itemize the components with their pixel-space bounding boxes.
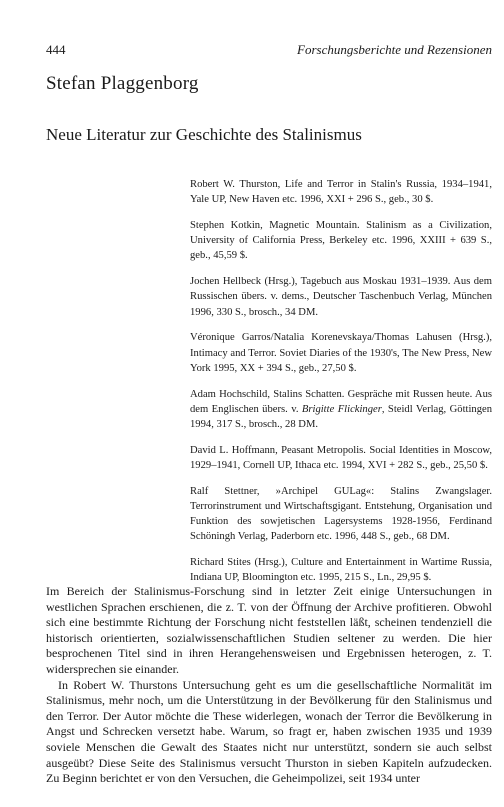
bibliography-entry: Richard Stites (Hrsg.), Culture and Entertainment in Wartime Russia, Indiana UP, Bloomington etc. 1995, 215 S., Ln., 29,95 $.: [190, 557, 492, 584]
body-paragraph: Im Bereich der Stalinismus-Forschung sind in letzter Zeit einige Untersuchungen in westlichen Sprachen erschienen, die z. T. von der Öffnung der Archive profitieren. Obwohl sich eine bestimmte Richtung der Forschung nicht feststellen läßt, scheinen tendenziell die historisch orientierten, sozialwissenschaftlichen Studien seltener zu werden. Die hier besprochenen Titel sind in ihren Herangehensweisen und Ergebnissen heterogen, z. T. widersprechen sie einander.: [46, 584, 492, 676]
article-author: Stefan Plaggenborg: [46, 73, 199, 94]
bibliography-entry: [190, 387, 492, 433]
section-title: Forschungsberichte und Rezensionen: [297, 42, 492, 57]
bibliography-entry: David L. Hoffmann, Peasant Metropolis. Social Identities in Moscow, 1929–1941, Cornell UP, Ithaca etc. 1994, XVI + 282 S., geb., 25,50 $.: [190, 444, 492, 472]
bibliography-entry: Stephen Kotkin, Magnetic Mountain. Stalinism as a Civilization, University of California Press, Berkeley etc. 1996, XXIII + 639 S., geb., 45,59 $.: [190, 220, 492, 262]
bibliography-entry: Ralf Stettner, »Archipel GULag«: Stalins Zwangslager. Terrorinstrument und Wirtschaftsgigant. Entstehung, Organisation und Funktion des sowjetischen Lagersystems 1928-1956, Ferdinand Schöningh Verlag, Paderborn etc. 1996, 448 S., geb., 68 DM.: [190, 485, 492, 543]
page-number: 444: [46, 42, 66, 57]
article-body: [46, 584, 492, 787]
body-paragraph: In Robert W. Thurstons Untersuchung geht es um die gesellschaftliche Normalität im Stalinismus, mehr noch, um die Unterstützung in der Bevölkerung für den Stalinismus und den Terror. Der Autor möchte die These widerlegen, wonach der Terror die Bevölkerung in Angst und Schrecken versetzt habe. Warum, so fragt er, haben zwischen 1935 und 1939 soviele Menschen die Gewalt des Staates nicht nur unterstützt, sondern sie auch selbst ausgeübt? Diese Seite des Stalinismus versucht Thurston in sieben Kapiteln aufzudecken. Zu Beginn berichtet er von den Versuchen, die Geheimpolizei, seit 1934 unter: [46, 677, 492, 786]
entry-text: , Steidl Verlag, Göttingen 1994, 317 S., brosch., 28 DM.: [190, 403, 492, 431]
entry-text: Adam Hochschild, Stalins Schatten. Gespräche mit Russen heute. Aus dem Englischen übers. v.: [190, 388, 492, 415]
bibliography-entry: Robert W. Thurston, Life and Terror in Stalin's Russia, 1934–1941, Yale UP, New Haven etc. 1996, XXI + 296 S., geb., 30 $.: [190, 179, 492, 206]
article-title: Neue Literatur zur Geschichte des Stalinismus: [46, 125, 362, 144]
bibliography-entry: Jochen Hellbeck (Hrsg.), Tagebuch aus Moskau 1931–1939. Aus dem Russischen übers. v. dems., Deutscher Taschenbuch Verlag, München 1996, 330 S., brosch., 34 DM.: [190, 276, 492, 318]
bibliography-entry: Véronique Garros/Natalia Korenevskaya/Thomas Lahusen (Hrsg.), Intimacy and Terror. Soviet Diaries of the 1930's, The New Press, New York 1995, XX + 394 S., geb., 27,50 $.: [190, 332, 492, 374]
bibliography-list: [190, 177, 492, 596]
translator-name: Brigitte Flickinger: [301, 403, 382, 415]
